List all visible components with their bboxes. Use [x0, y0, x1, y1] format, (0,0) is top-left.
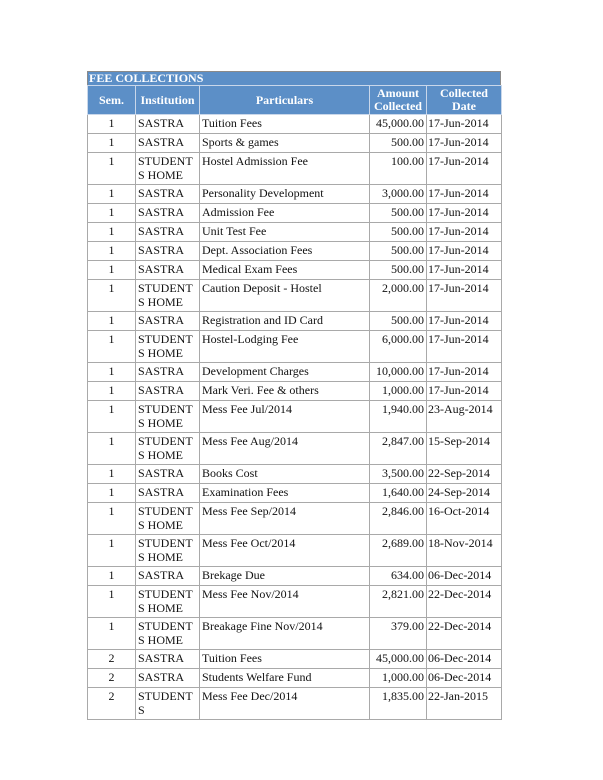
cell-sem: 1 [88, 115, 136, 134]
table-row [88, 433, 502, 465]
table-row [88, 280, 502, 312]
cell-amount: 10,000.00 [370, 363, 427, 382]
cell-particulars: Mess Fee Jul/2014 [200, 401, 370, 433]
cell-date: 24-Sep-2014 [427, 484, 502, 503]
cell-sem: 1 [88, 535, 136, 567]
cell-amount: 45,000.00 [370, 650, 427, 669]
cell-particulars: Caution Deposit - Hostel [200, 280, 370, 312]
cell-particulars: Unit Test Fee [200, 223, 370, 242]
cell-amount: 500.00 [370, 223, 427, 242]
cell-particulars: Mark Veri. Fee & others [200, 382, 370, 401]
cell-amount: 2,000.00 [370, 280, 427, 312]
cell-institution: STUDENTS HOME [136, 535, 200, 567]
cell-particulars: Tuition Fees [200, 115, 370, 134]
cell-particulars: Mess Fee Sep/2014 [200, 503, 370, 535]
cell-amount: 1,000.00 [370, 669, 427, 688]
fee-table [87, 85, 502, 720]
cell-institution: SASTRA [136, 465, 200, 484]
table-row [88, 503, 502, 535]
cell-particulars: Registration and ID Card [200, 312, 370, 331]
table-row [88, 567, 502, 586]
table-row [88, 363, 502, 382]
cell-date: 17-Jun-2014 [427, 382, 502, 401]
cell-particulars: Examination Fees [200, 484, 370, 503]
cell-particulars: Hostel Admission Fee [200, 153, 370, 185]
cell-date: 18-Nov-2014 [427, 535, 502, 567]
cell-institution: SASTRA [136, 261, 200, 280]
cell-institution: SASTRA [136, 185, 200, 204]
cell-institution: STUDENTS HOME [136, 618, 200, 650]
table-row [88, 242, 502, 261]
table-row [88, 401, 502, 433]
cell-particulars: Hostel-Lodging Fee [200, 331, 370, 363]
cell-sem: 1 [88, 401, 136, 433]
cell-date: 15-Sep-2014 [427, 433, 502, 465]
cell-institution: SASTRA [136, 650, 200, 669]
cell-particulars: Mess Fee Nov/2014 [200, 586, 370, 618]
table-row [88, 688, 502, 720]
cell-amount: 500.00 [370, 261, 427, 280]
cell-date: 17-Jun-2014 [427, 242, 502, 261]
cell-sem: 1 [88, 280, 136, 312]
cell-sem: 1 [88, 153, 136, 185]
cell-date: 22-Dec-2014 [427, 586, 502, 618]
table-row [88, 134, 502, 153]
table-row [88, 465, 502, 484]
cell-amount: 3,000.00 [370, 185, 427, 204]
fee-collections-panel [87, 71, 501, 720]
cell-institution: SASTRA [136, 382, 200, 401]
cell-date: 23-Aug-2014 [427, 401, 502, 433]
header-row [88, 86, 502, 115]
cell-sem: 1 [88, 363, 136, 382]
cell-date: 17-Jun-2014 [427, 134, 502, 153]
table-row [88, 312, 502, 331]
cell-date: 06-Dec-2014 [427, 650, 502, 669]
table-row [88, 261, 502, 280]
cell-particulars: Admission Fee [200, 204, 370, 223]
cell-date: 17-Jun-2014 [427, 363, 502, 382]
cell-sem: 1 [88, 382, 136, 401]
header-institution: Institution [136, 86, 200, 115]
table-row [88, 223, 502, 242]
cell-amount: 2,846.00 [370, 503, 427, 535]
table-row [88, 669, 502, 688]
cell-institution: SASTRA [136, 567, 200, 586]
cell-amount: 1,000.00 [370, 382, 427, 401]
cell-date: 17-Jun-2014 [427, 204, 502, 223]
cell-institution: SASTRA [136, 312, 200, 331]
cell-particulars: Dept. Association Fees [200, 242, 370, 261]
cell-amount: 500.00 [370, 242, 427, 261]
cell-sem: 2 [88, 688, 136, 720]
cell-date: 17-Jun-2014 [427, 261, 502, 280]
cell-amount: 500.00 [370, 134, 427, 153]
cell-sem: 1 [88, 223, 136, 242]
cell-amount: 3,500.00 [370, 465, 427, 484]
table-row [88, 331, 502, 363]
cell-date: 22-Sep-2014 [427, 465, 502, 484]
cell-institution: SASTRA [136, 363, 200, 382]
cell-particulars: Personality Development [200, 185, 370, 204]
cell-particulars: Tuition Fees [200, 650, 370, 669]
header-sem: Sem. [88, 86, 136, 115]
table-row [88, 618, 502, 650]
cell-sem: 1 [88, 503, 136, 535]
table-row [88, 115, 502, 134]
cell-amount: 1,940.00 [370, 401, 427, 433]
cell-sem: 2 [88, 650, 136, 669]
cell-sem: 1 [88, 433, 136, 465]
cell-date: 22-Jan-2015 [427, 688, 502, 720]
cell-sem: 1 [88, 465, 136, 484]
cell-sem: 1 [88, 331, 136, 363]
table-row [88, 185, 502, 204]
cell-institution: STUDENTS HOME [136, 153, 200, 185]
cell-amount: 379.00 [370, 618, 427, 650]
cell-institution: STUDENTS HOME [136, 280, 200, 312]
cell-amount: 2,847.00 [370, 433, 427, 465]
cell-institution: SASTRA [136, 223, 200, 242]
cell-date: 17-Jun-2014 [427, 115, 502, 134]
cell-particulars: Development Charges [200, 363, 370, 382]
cell-amount: 6,000.00 [370, 331, 427, 363]
table-row [88, 650, 502, 669]
header-particulars: Particulars [200, 86, 370, 115]
cell-date: 06-Dec-2014 [427, 567, 502, 586]
cell-institution: SASTRA [136, 484, 200, 503]
cell-date: 17-Jun-2014 [427, 331, 502, 363]
cell-amount: 2,689.00 [370, 535, 427, 567]
cell-sem: 1 [88, 134, 136, 153]
cell-sem: 1 [88, 586, 136, 618]
cell-amount: 500.00 [370, 204, 427, 223]
cell-sem: 1 [88, 204, 136, 223]
cell-amount: 100.00 [370, 153, 427, 185]
header-date: Collected Date [427, 86, 502, 115]
cell-particulars: Students Welfare Fund [200, 669, 370, 688]
cell-amount: 2,821.00 [370, 586, 427, 618]
cell-date: 22-Dec-2014 [427, 618, 502, 650]
cell-sem: 1 [88, 484, 136, 503]
cell-institution: STUDENTS HOME [136, 331, 200, 363]
cell-institution: STUDENTS HOME [136, 503, 200, 535]
table-row [88, 484, 502, 503]
cell-particulars: Sports & games [200, 134, 370, 153]
cell-institution: SASTRA [136, 115, 200, 134]
cell-institution: SASTRA [136, 669, 200, 688]
cell-institution: SASTRA [136, 134, 200, 153]
cell-institution: SASTRA [136, 204, 200, 223]
cell-institution: STUDENTS HOME [136, 586, 200, 618]
cell-particulars: Mess Fee Aug/2014 [200, 433, 370, 465]
cell-date: 17-Jun-2014 [427, 312, 502, 331]
cell-amount: 500.00 [370, 312, 427, 331]
table-row [88, 382, 502, 401]
cell-sem: 1 [88, 618, 136, 650]
table-row [88, 204, 502, 223]
table-row [88, 153, 502, 185]
cell-sem: 1 [88, 261, 136, 280]
cell-amount: 1,835.00 [370, 688, 427, 720]
header-amount: Amount Collected [370, 86, 427, 115]
cell-date: 17-Jun-2014 [427, 185, 502, 204]
cell-institution: SASTRA [136, 242, 200, 261]
cell-date: 16-Oct-2014 [427, 503, 502, 535]
cell-particulars: Books Cost [200, 465, 370, 484]
cell-institution: STUDENTS HOME [136, 401, 200, 433]
cell-amount: 1,640.00 [370, 484, 427, 503]
cell-amount: 634.00 [370, 567, 427, 586]
cell-sem: 1 [88, 242, 136, 261]
cell-date: 17-Jun-2014 [427, 280, 502, 312]
cell-date: 17-Jun-2014 [427, 223, 502, 242]
cell-amount: 45,000.00 [370, 115, 427, 134]
cell-particulars: Breakage Fine Nov/2014 [200, 618, 370, 650]
cell-particulars: Brekage Due [200, 567, 370, 586]
table-row [88, 586, 502, 618]
cell-date: 17-Jun-2014 [427, 153, 502, 185]
cell-particulars: Mess Fee Dec/2014 [200, 688, 370, 720]
cell-sem: 2 [88, 669, 136, 688]
cell-particulars: Mess Fee Oct/2014 [200, 535, 370, 567]
cell-date: 06-Dec-2014 [427, 669, 502, 688]
cell-sem: 1 [88, 185, 136, 204]
table-title: FEE COLLECTIONS [87, 71, 501, 85]
cell-institution: STUDENTS HOME [136, 433, 200, 465]
cell-sem: 1 [88, 312, 136, 331]
cell-sem: 1 [88, 567, 136, 586]
cell-particulars: Medical Exam Fees [200, 261, 370, 280]
cell-institution: STUDENTS [136, 688, 200, 720]
table-row [88, 535, 502, 567]
